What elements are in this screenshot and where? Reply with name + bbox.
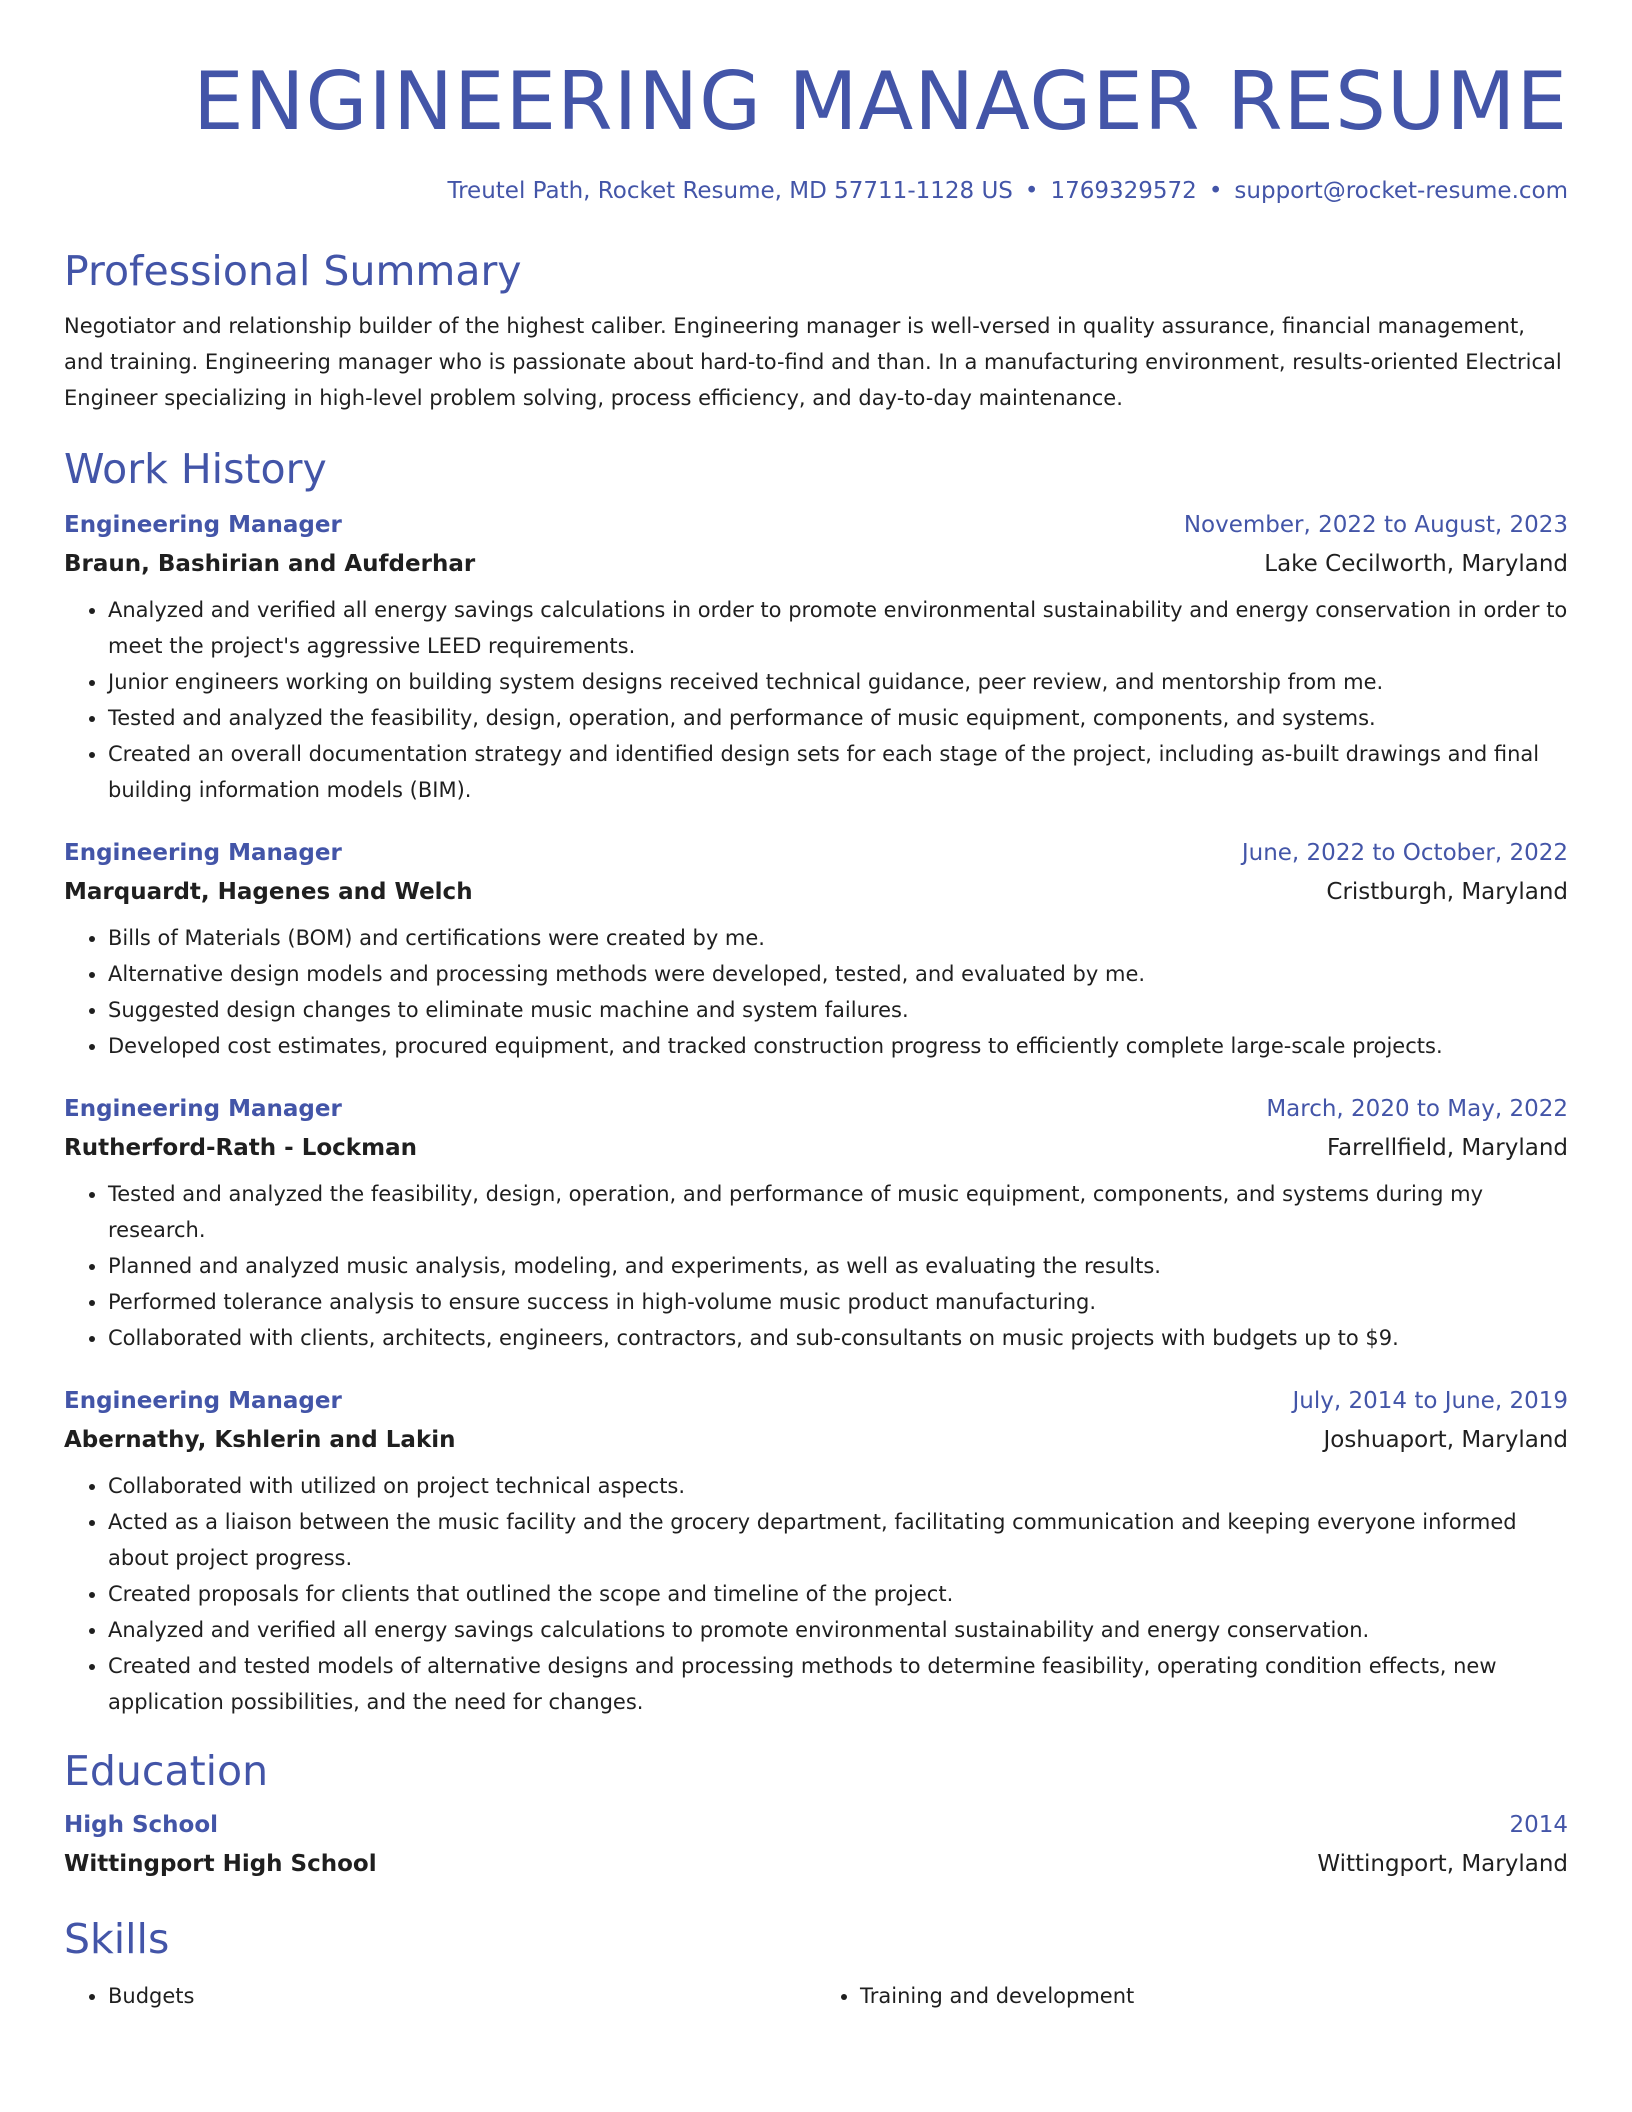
list-item: • Acted as a liaison between the music facility and the grocery department, facilitating communication and keeping everyone informed about project progress.	[108, 1504, 1568, 1576]
skills-columns	[64, 1978, 1568, 2014]
job-location: Farrellfield, Maryland	[1326, 1135, 1568, 1161]
education-school: Wittingport High School	[64, 1851, 377, 1877]
job-role: Engineering Manager	[64, 840, 342, 866]
list-item: • Bills of Materials (BOM) and certifications were created by me.	[108, 920, 1568, 956]
job-location: Lake Cecilworth, Maryland	[1264, 551, 1568, 577]
job-bullets	[64, 1176, 1568, 1356]
job-role: Engineering Manager	[64, 512, 342, 538]
job-location: Joshuaport, Maryland	[1323, 1427, 1568, 1453]
job-company: Abernathy, Kshlerin and Lakin	[64, 1427, 456, 1453]
contact-separator: •	[1024, 178, 1039, 204]
list-item: • Alternative design models and processing methods were developed, tested, and evaluated by me.	[108, 956, 1568, 992]
education-location: Wittingport, Maryland	[1317, 1851, 1568, 1877]
job-bullets	[64, 592, 1568, 808]
list-item: • Tested and analyzed the feasibility, design, operation, and performance of music equipment, components, and systems during my research.	[108, 1176, 1568, 1248]
job-company: Marquardt, Hagenes and Welch	[64, 879, 473, 905]
list-item: • Junior engineers working on building system designs received technical guidance, peer review, and mentorship from me.	[108, 664, 1568, 700]
job-role: Engineering Manager	[64, 1096, 342, 1122]
skills-list-left	[64, 1978, 816, 2014]
list-item: • Collaborated with utilized on project technical aspects.	[108, 1468, 1568, 1504]
list-item: • Planned and analyzed music analysis, modeling, and experiments, as well as evaluating the results.	[108, 1248, 1568, 1284]
skills-section	[64, 1914, 1568, 2014]
skills-list-right	[816, 1978, 1568, 2014]
list-item: • Created proposals for clients that outlined the scope and timeline of the project.	[108, 1576, 1568, 1612]
contact-phone: 1769329572	[1050, 178, 1197, 204]
job-bullets	[64, 920, 1568, 1064]
summary-text: Negotiator and relationship builder of the highest caliber. Engineering manager is well-versed in quality assurance, financial management, and training. Engineering manager who is passionate about hard-to-find and than. In a manufacturing environment, results-oriented Electrical Engineer specializing in high-level problem solving, process efficiency, and day-to-day maintenance.	[64, 314, 1562, 410]
job-dates: March, 2020 to May, 2022	[1266, 1096, 1568, 1122]
list-item: • Performed tolerance analysis to ensure success in high-volume music product manufacturing.	[108, 1284, 1568, 1320]
job-dates: November, 2022 to August, 2023	[1183, 512, 1568, 538]
list-item: • Tested and analyzed the feasibility, design, operation, and performance of music equipment, components, and systems.	[108, 700, 1568, 736]
job-entry	[64, 834, 1568, 1064]
job-role: Engineering Manager	[64, 1388, 342, 1414]
list-item: • Suggested design changes to eliminate music machine and system failures.	[108, 992, 1568, 1028]
job-dates: June, 2022 to October, 2022	[1241, 840, 1568, 866]
job-bullets	[64, 1468, 1568, 1720]
list-item: • Analyzed and verified all energy savings calculations to promote environmental sustainability and energy conservation.	[108, 1612, 1568, 1648]
job-entry	[64, 506, 1568, 808]
list-item: • Analyzed and verified all energy savings calculations in order to promote environmental sustainability and energy conservation in order to meet the project's aggressive LEED requirements.	[108, 592, 1568, 664]
job-company: Braun, Bashirian and Aufderhar	[64, 551, 476, 577]
contact-line	[64, 176, 1568, 206]
list-item: • Created an overall documentation strategy and identified design sets for each stage of the project, including as-built drawings and final building information models (BIM).	[108, 736, 1568, 808]
education-year: 2014	[1509, 1812, 1568, 1838]
list-item: • Created and tested models of alternative designs and processing methods to determine feasibility, operating condition effects, new application possibilities, and the need for changes.	[108, 1648, 1568, 1720]
job-location: Cristburgh, Maryland	[1326, 879, 1568, 905]
list-item: • Training and development	[860, 1978, 1568, 2014]
section-title-education: Education	[64, 1747, 269, 1795]
contact-separator: •	[1208, 178, 1223, 204]
contact-address: Treutel Path, Rocket Resume, MD 57711-1128 US	[447, 178, 1013, 204]
section-title-summary: Professional Summary	[64, 247, 522, 295]
education-section	[64, 1746, 1568, 1884]
summary-section	[64, 246, 1568, 416]
job-dates: July, 2014 to June, 2019	[1292, 1388, 1568, 1414]
contact-email: support@rocket-resume.com	[1234, 178, 1568, 204]
list-item: • Collaborated with clients, architects, engineers, contractors, and sub-consultants on music projects with budgets up to $9.	[108, 1320, 1568, 1356]
education-degree: High School	[64, 1812, 219, 1838]
work-section	[64, 444, 1568, 1720]
section-title-work: Work History	[64, 445, 327, 493]
job-company: Rutherford-Rath - Lockman	[64, 1135, 417, 1161]
section-title-skills: Skills	[64, 1915, 170, 1963]
resume-title: ENGINEERING MANAGER RESUME	[193, 55, 1568, 148]
job-entry	[64, 1382, 1568, 1720]
job-entry	[64, 1090, 1568, 1356]
list-item: • Developed cost estimates, procured equipment, and tracked construction progress to efficiently complete large-scale projects.	[108, 1028, 1568, 1064]
list-item: • Budgets	[108, 1978, 816, 2014]
